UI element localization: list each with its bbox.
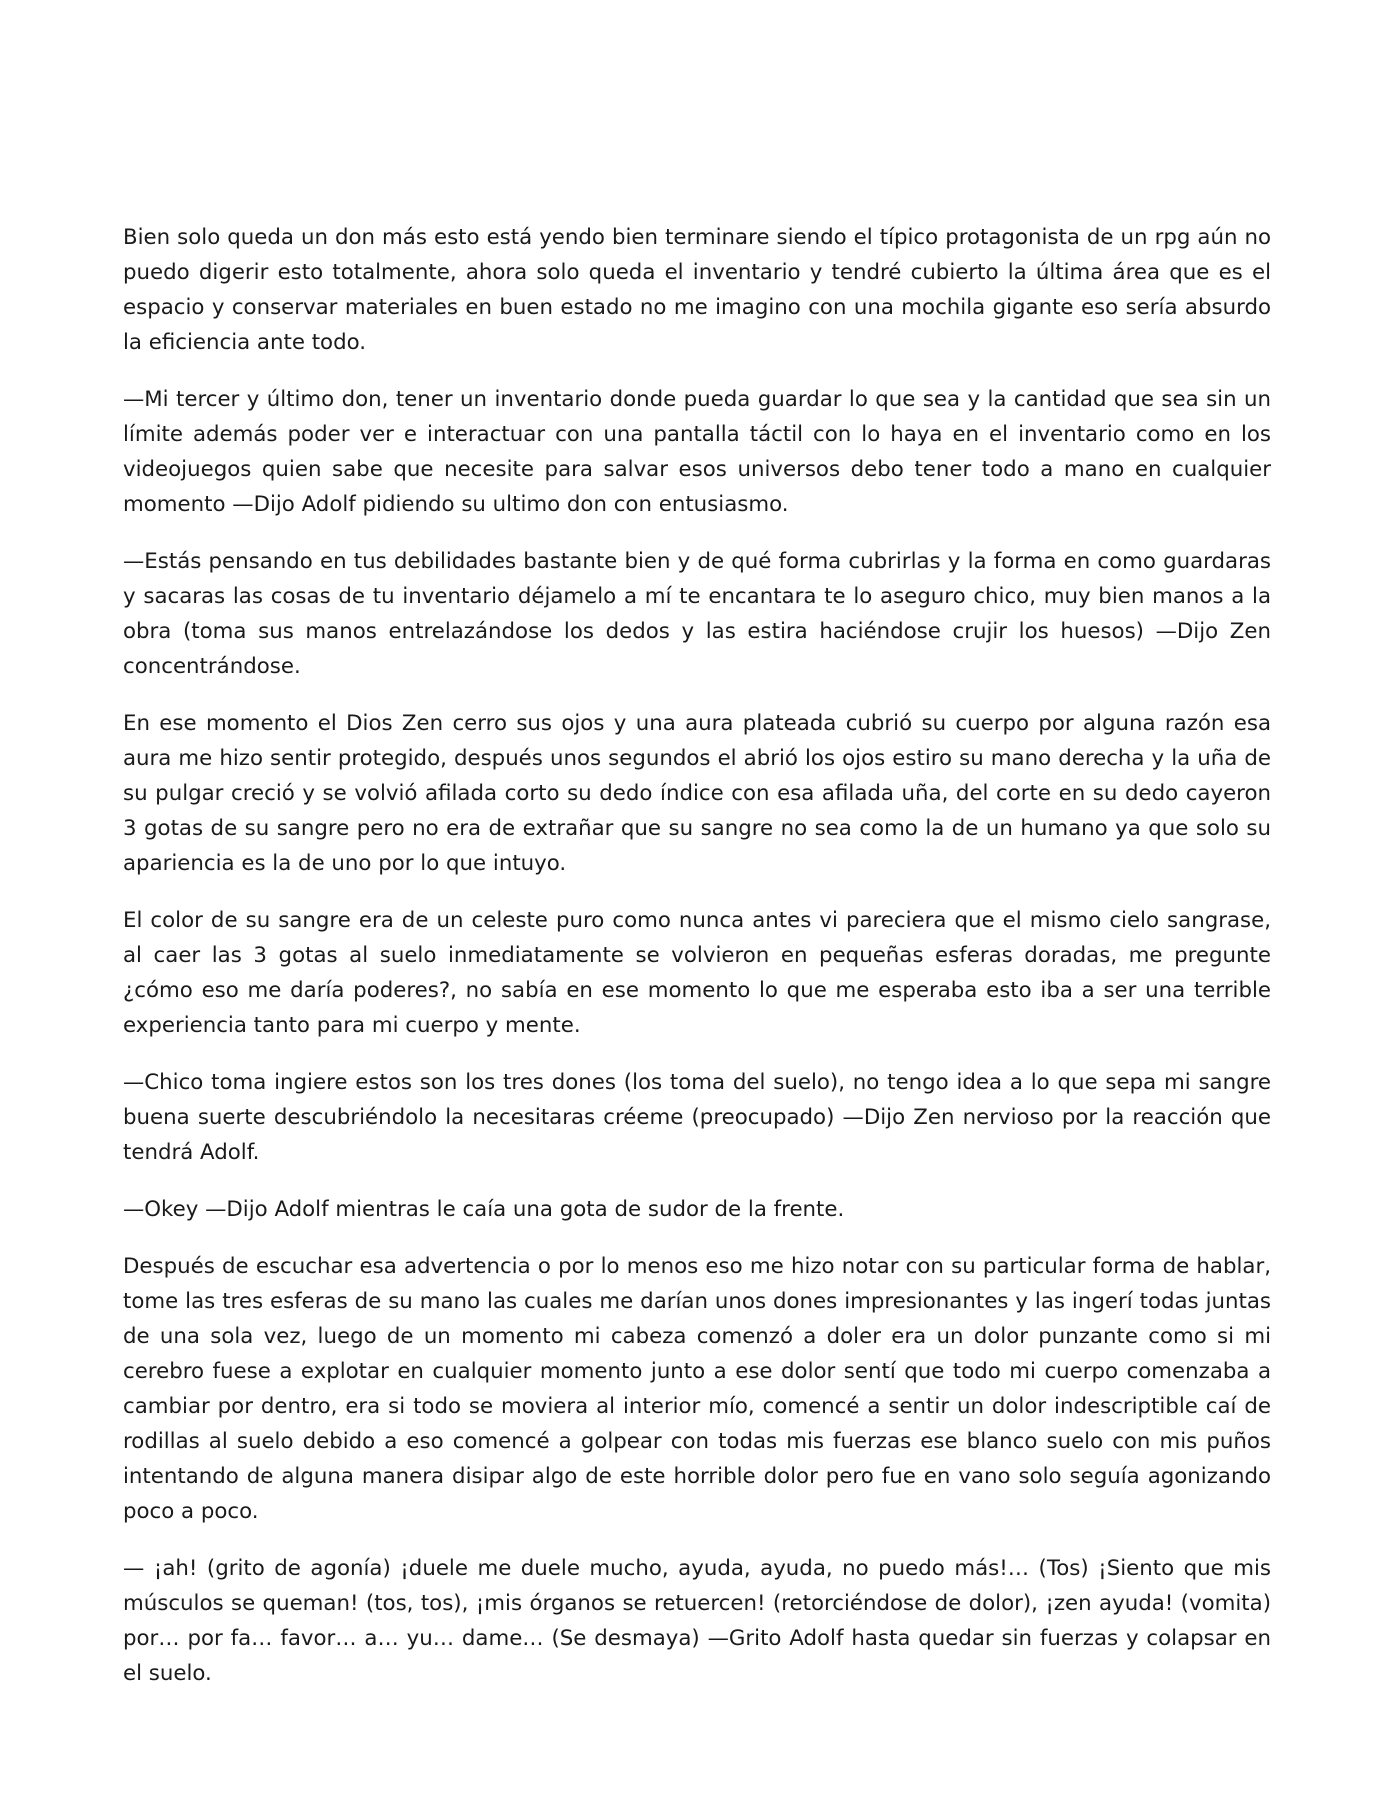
paragraph-6: —Chico toma ingiere estos son los tres dones (los toma del suelo), no tengo idea a lo que sepa mi sangre buena suerte descubriéndolo la necesitaras créeme (preocupado) —Dijo Zen nervioso por la reacción que tendrá Adolf. [123, 1070, 1271, 1165]
paragraph-9: — ¡ah! (grito de agonía) ¡duele me duele mucho, ayuda, ayuda, no puedo más!… (Tos) ¡Siento que mis músculos se queman! (tos, tos), ¡mis órganos se retuercen! (retorciéndose de dolor), ¡zen ayuda! (vomita) por… por fa… favor… a… yu… dame… (Se desmaya) —Grito Adolf hasta quedar sin fuerzas y colapsar en el suelo. [123, 1556, 1271, 1686]
paragraph-1: Bien solo queda un don más esto está yendo bien terminare siendo el típico protagonista de un rpg aún no puedo digerir esto totalmente, ahora solo queda el inventario y tendré cubierto la última área que es el espacio y conservar materiales en buen estado no me imagino con una mochila gigante eso sería absurdo la eficiencia ante todo. [123, 225, 1271, 355]
paragraph-4: En ese momento el Dios Zen cerro sus ojos y una aura plateada cubrió su cuerpo por alguna razón esa aura me hizo sentir protegido, después unos segundos el abrió los ojos estiro su mano derecha y la uña de su pulgar creció y se volvió afilada corto su dedo índice con esa afilada uña, del corte en su dedo cayeron 3 gotas de su sangre pero no era de extrañar que su sangre no sea como la de un humano ya que solo su apariencia es la de uno por lo que intuyo. [123, 711, 1271, 876]
paragraph-5: El color de su sangre era de un celeste puro como nunca antes vi pareciera que el mismo cielo sangrase, al caer las 3 gotas al suelo inmediatamente se volvieron en pequeñas esferas doradas, me pregunte ¿cómo eso me daría poderes?, no sabía en ese momento lo que me esperaba esto iba a ser una terrible experiencia tanto para mi cuerpo y mente. [123, 908, 1271, 1038]
document-body [123, 220, 1271, 1691]
paragraph-7: —Okey —Dijo Adolf mientras le caía una gota de sudor de la frente. [123, 1197, 845, 1222]
paragraph-3: —Estás pensando en tus debilidades bastante bien y de qué forma cubrirlas y la forma en como guardaras y sacaras las cosas de tu inventario déjamelo a mí te encantara te lo aseguro chico, muy bien manos a la obra (toma sus manos entrelazándose los dedos y las estira haciéndose crujir los huesos) —Dijo Zen concentrándose. [123, 549, 1271, 679]
paragraph-8: Después de escuchar esa advertencia o por lo menos eso me hizo notar con su particular forma de hablar, tome las tres esferas de su mano las cuales me darían unos dones impresionantes y las ingerí todas juntas de una sola vez, luego de un momento mi cabeza comenzó a doler era un dolor punzante como si mi cerebro fuese a explotar en cualquier momento junto a ese dolor sentí que todo mi cuerpo comenzaba a cambiar por dentro, era si todo se moviera al interior mío, comencé a sentir un dolor indescriptible caí de rodillas al suelo debido a eso comencé a golpear con todas mis fuerzas ese blanco suelo con mis puños intentando de alguna manera disipar algo de este horrible dolor pero fue en vano solo seguía agonizando poco a poco. [123, 1254, 1271, 1524]
paragraph-2: —Mi tercer y último don, tener un inventario donde pueda guardar lo que sea y la cantidad que sea sin un límite además poder ver e interactuar con una pantalla táctil con lo haya en el inventario como en los videojuegos quien sabe que necesite para salvar esos universos debo tener todo a mano en cualquier momento —Dijo Adolf pidiendo su ultimo don con entusiasmo. [123, 387, 1271, 517]
